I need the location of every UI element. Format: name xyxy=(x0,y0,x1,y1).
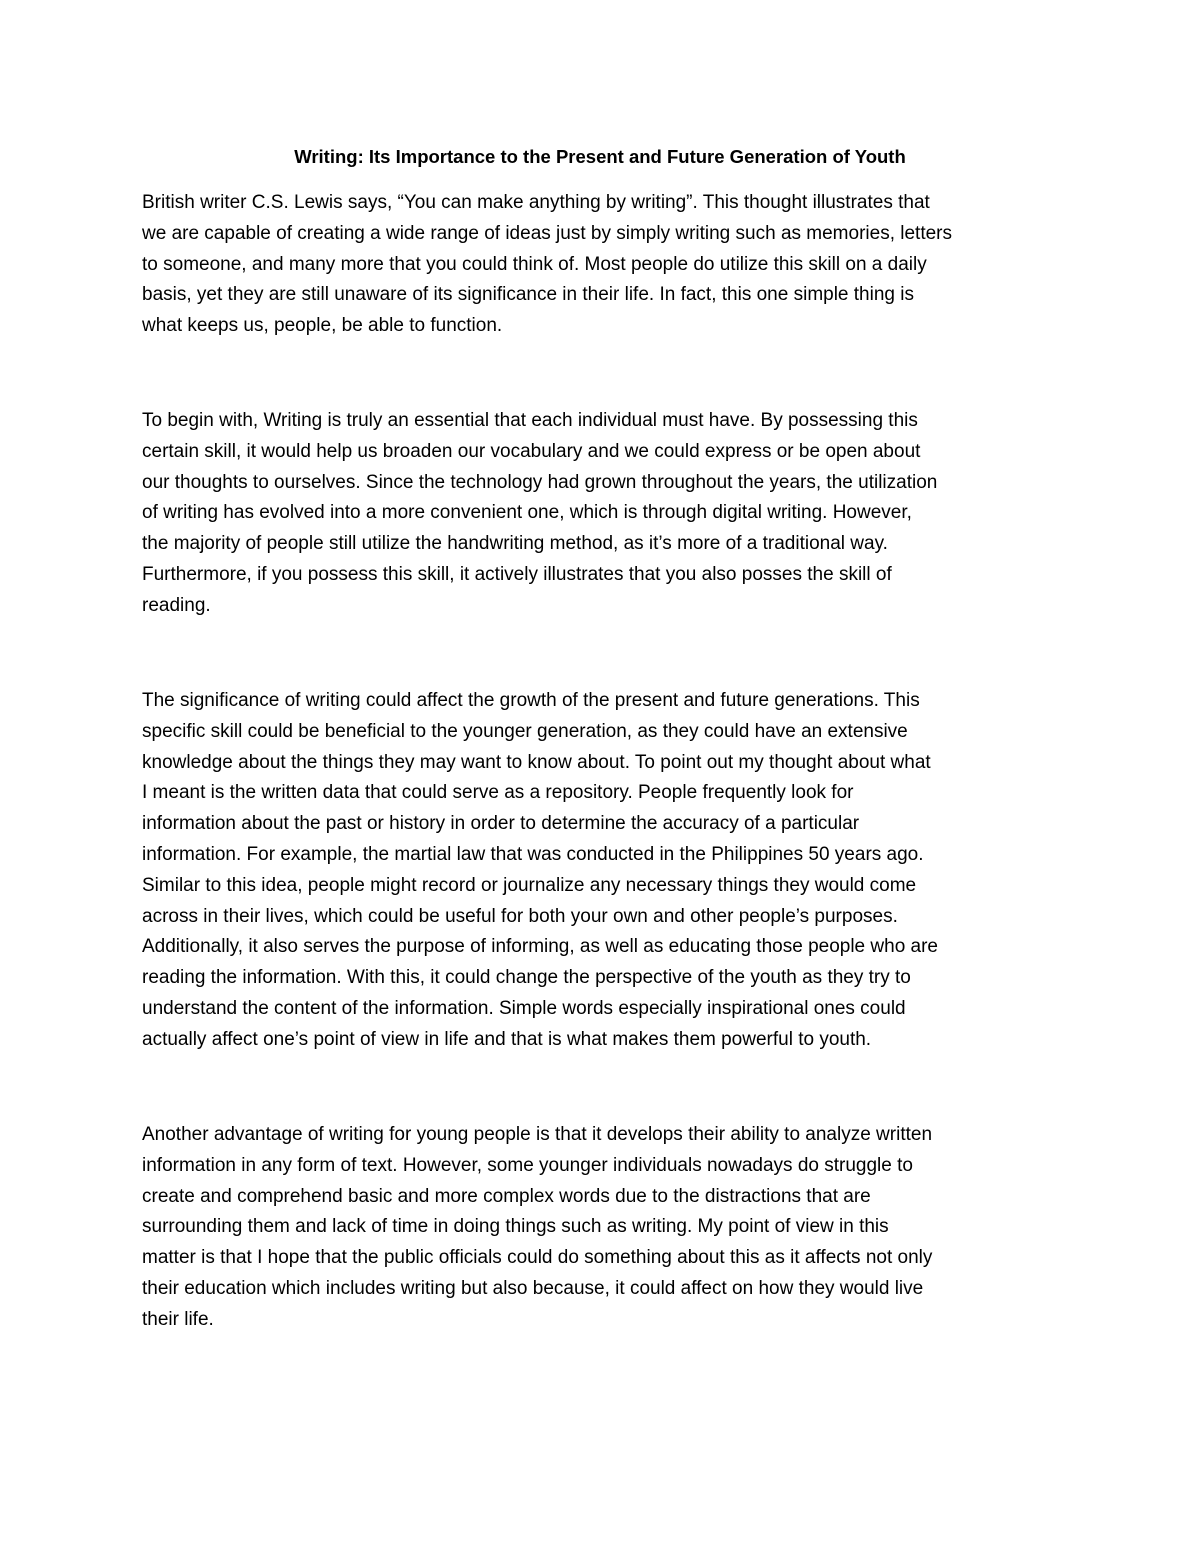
text-line: information about the past or history in order to determine the accuracy of a particular xyxy=(142,813,860,835)
paragraph-significance xyxy=(142,686,1060,1056)
text-line: across in their lives, which could be useful for both your own and other people’s purposes. xyxy=(142,905,898,927)
text-line: reading the information. With this, it could change the perspective of the youth as they try to xyxy=(142,967,911,989)
text-line: certain skill, it would help us broaden our vocabulary and we could express or be open about xyxy=(142,440,921,462)
text-line: To begin with, Writing is truly an essential that each individual must have. By possessing this xyxy=(142,410,918,431)
text-line: British writer C.S. Lewis says, “You can make anything by writing”. This thought illustrates that xyxy=(142,192,930,213)
text-line: we are capable of creating a wide range of ideas just by simply writing such as memories, letters xyxy=(142,222,952,244)
text-line: what keeps us, people, be able to function. xyxy=(142,315,503,337)
text-line: the majority of people still utilize the handwriting method, as it’s more of a traditional way. xyxy=(142,533,888,555)
text-line: their education which includes writing but also because, it could affect on how they would live xyxy=(142,1277,924,1299)
paragraph-another-advantage xyxy=(142,1120,1060,1336)
paragraph-intro xyxy=(142,188,1060,342)
text-line: information. For example, the martial law that was conducted in the Philippines 50 years ago. xyxy=(142,843,924,865)
text-line: The significance of writing could affect the growth of the present and future generations. This xyxy=(142,690,920,711)
text-line: Similar to this idea, people might record or journalize any necessary things they would come xyxy=(142,874,917,896)
text-line: knowledge about the things they may want to know about. To point out my thought about what xyxy=(142,751,931,773)
text-line: Additionally, it also serves the purpose of informing, as well as educating those people who are xyxy=(142,936,938,958)
text-line: reading. xyxy=(142,594,211,616)
text-line: Furthermore, if you possess this skill, it actively illustrates that you also posses the skill of xyxy=(142,563,892,585)
text-line: our thoughts to ourselves. Since the technology had grown throughout the years, the utilization xyxy=(142,471,938,493)
text-line: surrounding them and lack of time in doing things such as writing. My point of view in this xyxy=(142,1216,889,1238)
text-line: basis, yet they are still unaware of its significance in their life. In fact, this one simple thing is xyxy=(142,284,914,306)
text-line: I meant is the written data that could serve as a repository. People frequently look for xyxy=(142,782,854,804)
text-line: create and comprehend basic and more complex words due to the distractions that are xyxy=(142,1185,871,1207)
text-line: understand the content of the information. Simple words especially inspirational ones could xyxy=(142,997,906,1019)
text-line: to someone, and many more that you could think of. Most people do utilize this skill on a daily xyxy=(142,253,927,275)
text-line: of writing has evolved into a more convenient one, which is through digital writing. However, xyxy=(142,502,912,524)
text-line: matter is that I hope that the public officials could do something about this as it affects not only xyxy=(142,1247,933,1269)
paragraph-essential-skill xyxy=(142,406,1060,622)
text-line: specific skill could be beneficial to the younger generation, as they could have an extensive xyxy=(142,720,908,742)
document-title: Writing: Its Importance to the Present and Future Generation of Youth xyxy=(294,146,906,167)
text-line: actually affect one’s point of view in life and that is what makes them powerful to youth. xyxy=(142,1028,872,1050)
text-line: information in any form of text. However, some younger individuals nowadays do struggle to xyxy=(142,1154,913,1176)
text-line: Another advantage of writing for young people is that it develops their ability to analyze written xyxy=(142,1124,933,1145)
text-line: their life. xyxy=(142,1308,214,1330)
